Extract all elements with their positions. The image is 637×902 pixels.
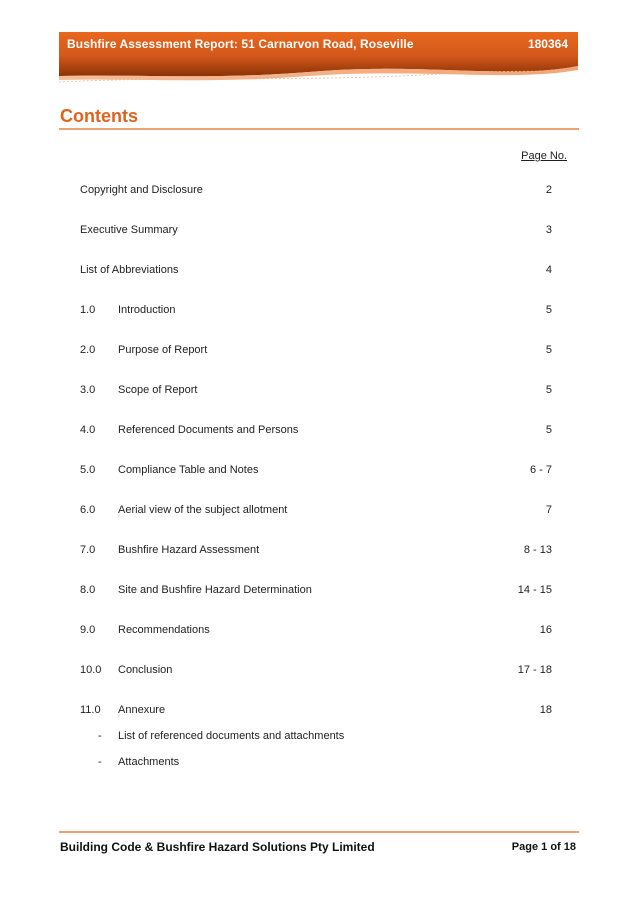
toc-page-number: 7: [545, 504, 552, 516]
footer-page-number: Page 1 of 18: [511, 841, 576, 853]
toc-subentry-text: Attachments: [118, 756, 180, 768]
toc-entry: [80, 624, 552, 640]
dash-bullet: -: [98, 756, 102, 768]
toc-section-number: 1.0: [80, 304, 96, 316]
toc-entry: [80, 664, 552, 680]
heading-rule: [59, 128, 579, 130]
header-banner: [59, 32, 578, 84]
toc-page-number: 5: [545, 424, 552, 436]
toc-section-title: Bushfire Hazard Assessment: [118, 544, 260, 556]
toc-entry: [80, 264, 552, 280]
toc-entry: [80, 304, 552, 320]
toc-entry: [80, 184, 552, 200]
toc-page-number: 2: [545, 184, 552, 196]
report-code: 180364: [527, 37, 568, 51]
toc-entry: [80, 704, 552, 720]
toc-section-title: Site and Bushfire Hazard Determination: [118, 584, 312, 596]
toc-entry: [80, 464, 552, 480]
toc-page-number: 5: [545, 344, 552, 356]
toc-entry: [80, 544, 552, 560]
toc-subentry: [80, 756, 480, 772]
toc-section-title: Copyright and Disclosure: [80, 184, 203, 196]
toc-subentry-text: List of referenced documents and attachments: [118, 730, 345, 742]
toc-section-title: Referenced Documents and Persons: [118, 424, 299, 436]
toc-section-number: 6.0: [80, 504, 96, 516]
toc-section-title: List of Abbreviations: [80, 264, 179, 276]
toc-page-number: 14 - 15: [517, 584, 552, 596]
dash-bullet: -: [98, 730, 102, 742]
toc-page-number: 6 - 7: [529, 464, 552, 476]
toc-section-number: 8.0: [80, 584, 96, 596]
report-title: Bushfire Assessment Report: 51 Carnarvon Road, Roseville: [67, 37, 414, 51]
toc-page-number: 3: [545, 224, 552, 236]
toc-section-number: 11.0: [80, 704, 101, 716]
toc-section-number: 7.0: [80, 544, 96, 556]
toc-section-number: 5.0: [80, 464, 96, 476]
toc-entry: [80, 424, 552, 440]
toc-section-number: 2.0: [80, 344, 96, 356]
toc-section-title: Scope of Report: [118, 384, 198, 396]
toc-section-title: Introduction: [118, 304, 176, 316]
toc-page-number: 18: [539, 704, 552, 716]
toc-section-title: Annexure: [118, 704, 166, 716]
toc-page-number: 17 - 18: [517, 664, 552, 676]
contents-heading: Contents: [60, 106, 138, 126]
toc-section-title: Conclusion: [118, 664, 173, 676]
toc-entry: [80, 344, 552, 360]
toc-page-number: 4: [545, 264, 552, 276]
toc-entry: [80, 224, 552, 240]
toc-section-title: Aerial view of the subject allotment: [118, 504, 288, 516]
toc-section-number: 3.0: [80, 384, 96, 396]
toc-entry: [80, 384, 552, 400]
page-no-column-header: Page No.: [521, 150, 567, 162]
toc-page-number: 16: [539, 624, 552, 636]
toc-page-number: 8 - 13: [523, 544, 552, 556]
toc-page-number: 5: [545, 384, 552, 396]
footer-rule: [59, 831, 579, 833]
toc-entry: [80, 504, 552, 520]
toc-section-number: 10.0: [80, 664, 102, 676]
toc-section-number: 4.0: [80, 424, 96, 436]
footer-company-name: Building Code & Bushfire Hazard Solutions Pty Limited: [60, 840, 375, 854]
toc-subentry: [80, 730, 480, 746]
toc-section-title: Compliance Table and Notes: [118, 464, 259, 476]
toc-page-number: 5: [545, 304, 552, 316]
toc-section-number: 9.0: [80, 624, 96, 636]
toc-section-title: Executive Summary: [80, 224, 178, 236]
toc-section-title: Purpose of Report: [118, 344, 208, 356]
toc-section-title: Recommendations: [118, 624, 210, 636]
toc-entry: [80, 584, 552, 600]
